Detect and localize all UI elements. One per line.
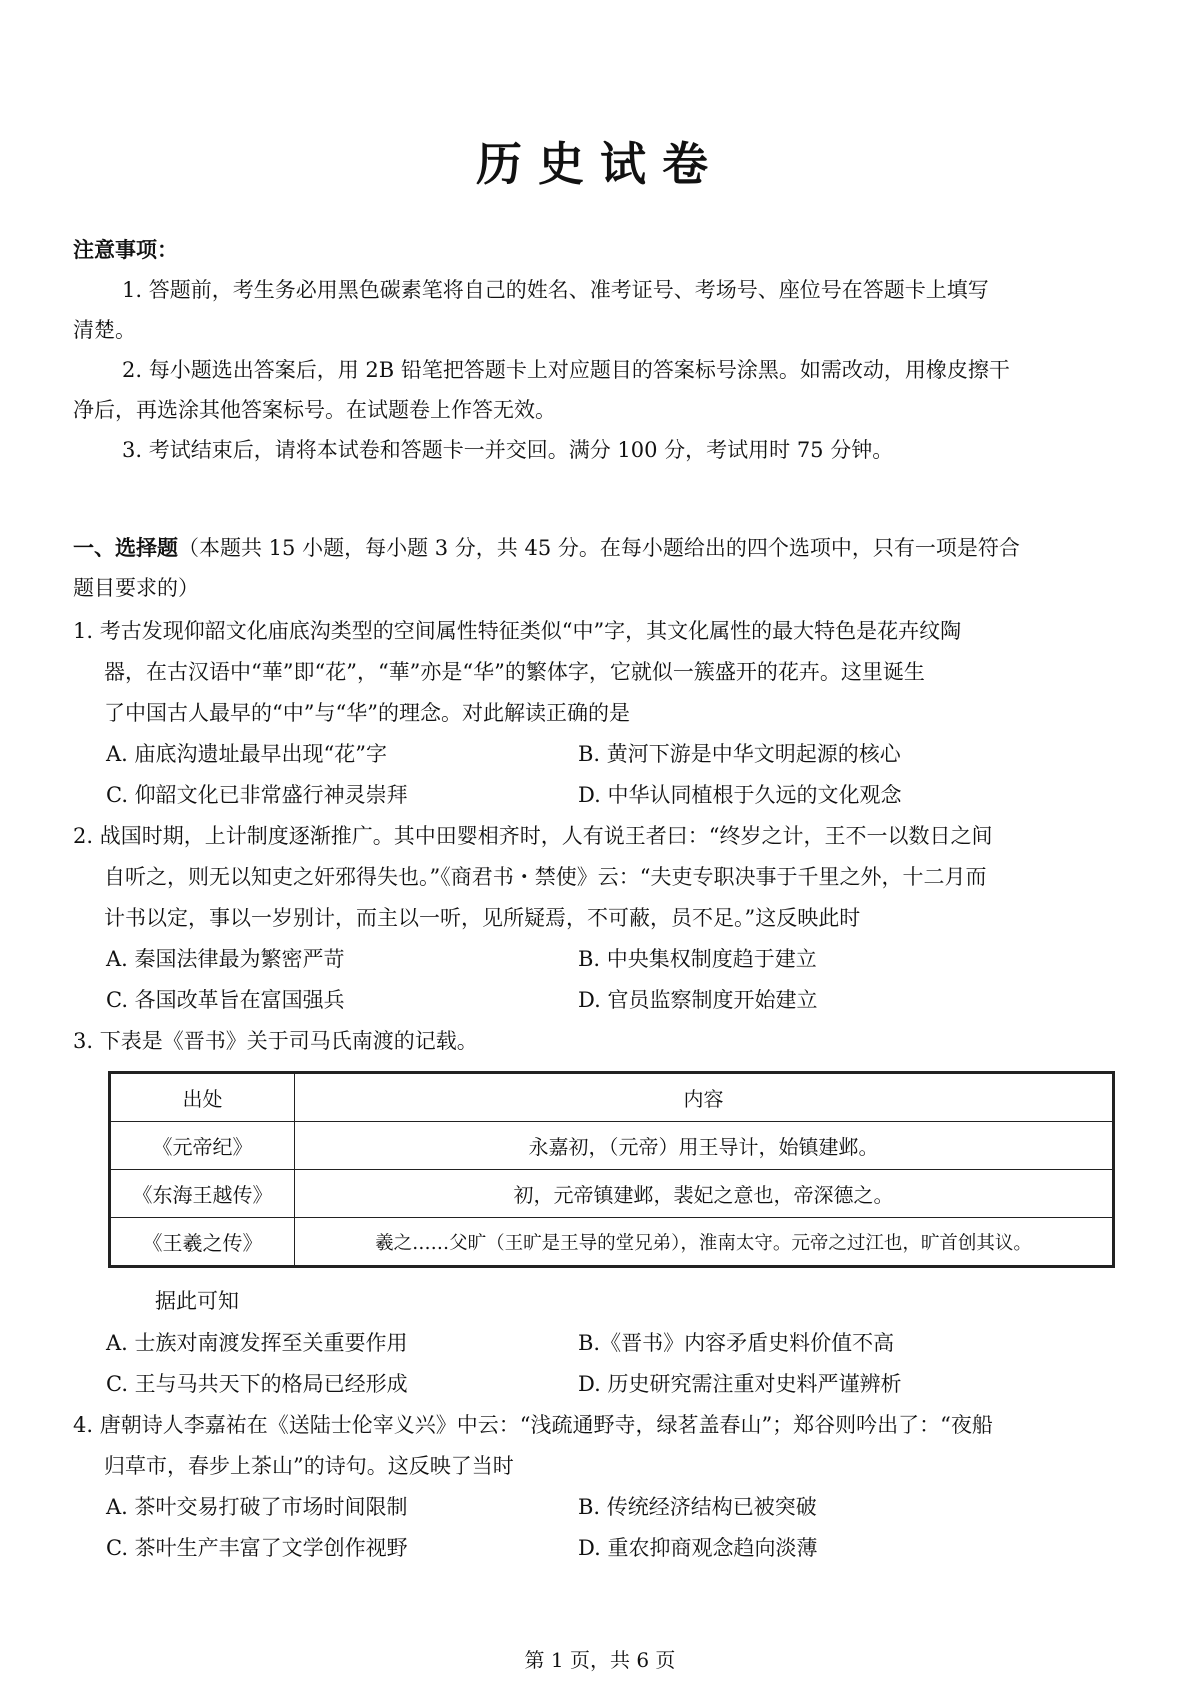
- q2-option-c: C. 各国改革旨在富国强兵: [106, 988, 345, 1012]
- page-title: 历史试卷: [476, 137, 724, 191]
- q3-stem-end: 据此可知: [155, 1289, 239, 1313]
- q2-option-b: B. 中央集权制度趋于建立: [578, 947, 817, 971]
- q3-option-c: C. 王与马共天下的格局已经形成: [106, 1372, 408, 1396]
- q4-line-1: 4. 唐朝诗人李嘉祐在《送陆士伦宰义兴》中云：“浅疏通野寺，绿茗盖春山”；郑谷则吟出了：“夜船: [73, 1413, 993, 1437]
- table-cell: 初，元帝镇建邺，裴妃之意也，帝深德之。: [295, 1170, 1114, 1218]
- notice-item-1-line1: 1. 答题前，考生务必用黑色碳素笔将自己的姓名、准考证号、考场号、座位号在答题卡上填写: [122, 278, 989, 302]
- notice-item-2-line2: 净后，再选涂其他答案标号。在试题卷上作答无效。: [73, 398, 556, 422]
- q1-line-1: 1. 考古发现仰韶文化庙底沟类型的空间属性特征类似“中”字，其文化属性的最大特色是花卉纹陶: [73, 619, 962, 643]
- q3-line-1: 3. 下表是《晋书》关于司马氏南渡的记载。: [73, 1029, 478, 1053]
- q4-option-c: C. 茶叶生产丰富了文学创作视野: [106, 1536, 408, 1560]
- table-header: 出处: [110, 1073, 295, 1122]
- q1-option-d: D. 中华认同植根于久远的文化观念: [578, 783, 902, 807]
- notice-item-1-line2: 清楚。: [73, 318, 136, 342]
- q1-line-3: 了中国古人最早的“中”与“华”的理念。对此解读正确的是: [104, 701, 630, 725]
- q4-option-b: B. 传统经济结构已被突破: [578, 1495, 817, 1519]
- table-cell: 永嘉初，（元帝）用王导计，始镇建邺。: [295, 1122, 1114, 1170]
- section-label: 一、选择题: [73, 536, 178, 560]
- table-row: [110, 1218, 1114, 1267]
- q4-line-2: 归草市，春步上茶山”的诗句。这反映了当时: [104, 1454, 514, 1478]
- table-row: [110, 1170, 1114, 1218]
- notice-heading: 注意事项：: [73, 238, 178, 262]
- q1-option-a: A. 庙底沟遗址最早出现“花”字: [106, 742, 387, 766]
- notice-item-3: 3. 考试结束后，请将本试卷和答题卡一并交回。满分 100 分，考试用时 75 分钟。: [122, 438, 894, 462]
- table-cell: 羲之……父旷（王旷是王导的堂兄弟），淮南太守。元帝之过江也，旷首创其议。: [295, 1218, 1114, 1267]
- table-header-row: [110, 1073, 1114, 1122]
- q3-option-b: B.《晋书》内容矛盾史料价值不高: [578, 1331, 895, 1355]
- table-cell: 《元帝纪》: [110, 1122, 295, 1170]
- q3-option-d: D. 历史研究需注重对史料严谨辨析: [578, 1372, 902, 1396]
- q2-line-3: 计书以定，事以一岁别计，而主以一听，见所疑焉，不可蔽，员不足。”这反映此时: [104, 906, 861, 930]
- table-cell: 《东海王越传》: [110, 1170, 295, 1218]
- q4-option-d: D. 重农抑商观念趋向淡薄: [578, 1536, 818, 1560]
- q1-option-c: C. 仰韶文化已非常盛行神灵崇拜: [106, 783, 408, 807]
- q2-line-2: 自听之，则无以知吏之奸邪得失也。”《商君书・禁使》云：“夫吏专职决事于千里之外，十二月而: [104, 865, 987, 889]
- q3-option-a: A. 士族对南渡发挥至关重要作用: [106, 1331, 408, 1355]
- source-table: [108, 1071, 1115, 1268]
- table-header: 内容: [295, 1073, 1114, 1122]
- q1-line-2: 器，在古汉语中“華”即“花”，“華”亦是“华”的繁体字，它就似一簇盛开的花卉。这里诞生: [104, 660, 925, 684]
- section-desc-1: （本题共 15 小题，每小题 3 分，共 45 分。在每小题给出的四个选项中，只有一项是符合: [178, 536, 1020, 560]
- notice-item-2-line1: 2. 每小题选出答案后，用 2B 铅笔把答题卡上对应题目的答案标号涂黑。如需改动，用橡皮擦干: [122, 358, 1010, 382]
- q2-option-a: A. 秦国法律最为繁密严苛: [106, 947, 345, 971]
- table-row: [110, 1122, 1114, 1170]
- q2-line-1: 2. 战国时期，上计制度逐渐推广。其中田婴相齐时，人有说王者曰：“终岁之计，王不一以数日之间: [73, 824, 993, 848]
- q4-option-a: A. 茶叶交易打破了市场时间限制: [106, 1495, 408, 1519]
- q1-option-b: B. 黄河下游是中华文明起源的核心: [578, 742, 901, 766]
- table-cell: 《王羲之传》: [110, 1218, 295, 1267]
- page-footer: 第 1 页，共 6 页: [524, 1648, 676, 1672]
- section-header: [73, 534, 1020, 562]
- q2-option-d: D. 官员监察制度开始建立: [578, 988, 818, 1012]
- section-desc-2: 题目要求的）: [73, 576, 199, 600]
